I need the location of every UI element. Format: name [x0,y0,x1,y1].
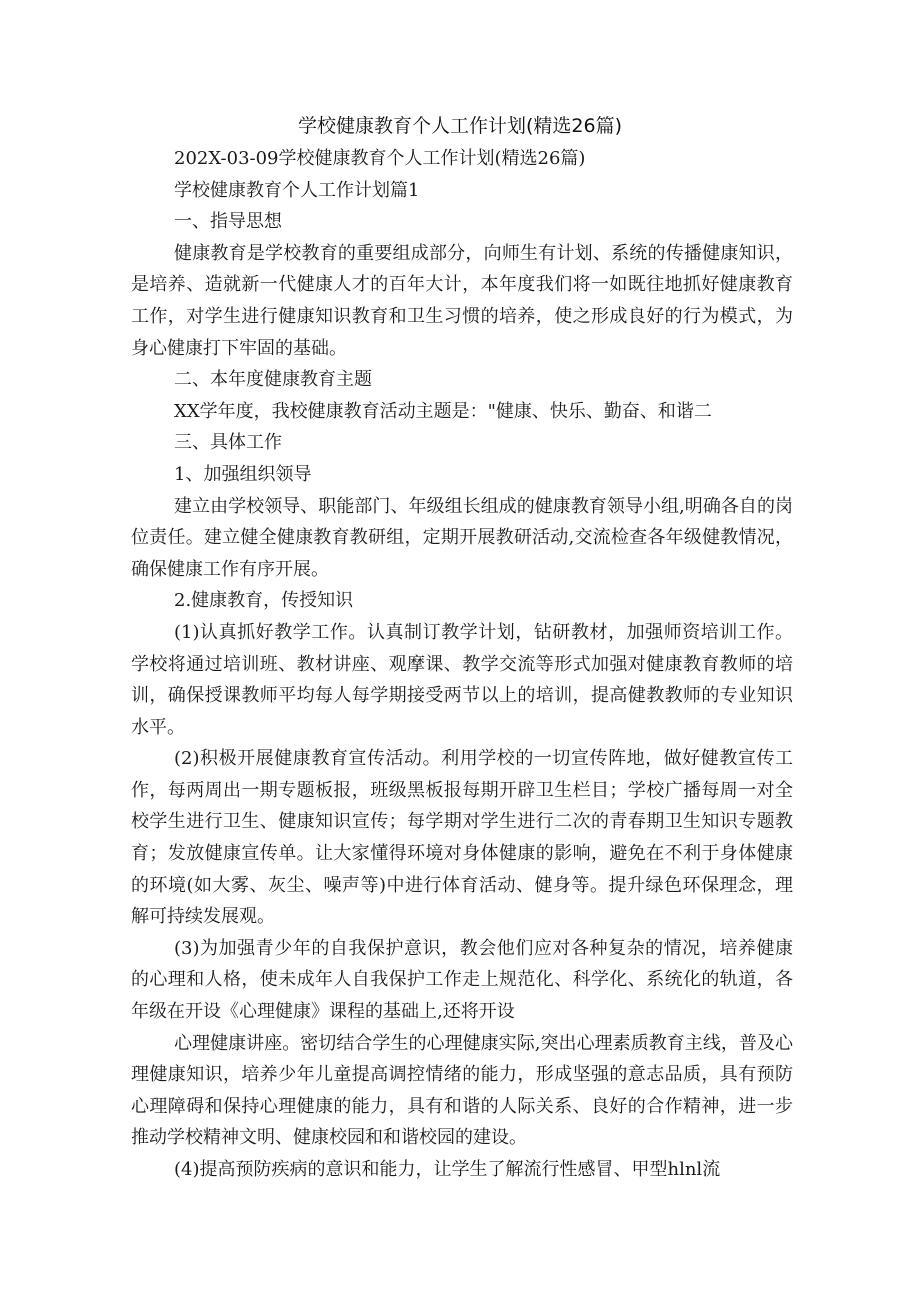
subsection-heading: 2.健康教育，传授知识 [174,590,354,612]
paragraph: (2)积极开展健康教育宣传活动。利用学校的一切宣传阵地，做好健教宣传工作，每两周出一期专题板报，班级黑板报每期开辟卫生栏目；学校广播每周一对全校学生进行卫生、健康知识宣传；每学期对学生进行二次的青春期卫生知识专题教育；发放健康宣传单。让大家懂得环境对身体健康的影响，避免在不利于身体健康的环境(如大雾、灰尘、噪声等)中进行体育活动、健身等。提升绿色环保理念，理解可持续发展观。 [131,748,793,928]
paragraph: 心理健康讲座。密切结合学生的心理健康实际,突出心理素质教育主线，普及心理健康知识，培养少年儿童提高调控情绪的能力，形成坚强的意志品质，具有预防心理障碍和保持心理健康的能力，具有和谐的人际关系、良好的合作精神，进一步推动学校精神文明、健康校园和和谐校园的建设。 [131,1032,793,1149]
paragraph: XX学年度，我校健康教育活动主题是："健康、快乐、勤奋、和谐二 [174,400,712,422]
subsection-heading: 1、加强组织领导 [174,463,312,485]
paragraph: (3)为加强青少年的自我保护意识，教会他们应对各种复杂的情况，培养健康的心理和人格，使未成年人自我保护工作走上规范化、科学化、系统化的轨道，各年级在开设《心理健康》课程的基础上,还将开设 [131,937,793,1023]
paragraph: 健康教育是学校教育的重要组成部分，向师生有计划、系统的传播健康知识，是培养、造就新一代健康人才的百年大计，本年度我们将一如既往地抓好健康教育工作，对学生进行健康知识教育和卫生习惯的培养，使之形成良好的行为模式，为身心健康打下牢固的基础。 [131,242,793,359]
article-heading: 学校健康教育个人工作计划篇1 [174,179,420,201]
section-heading: 二、本年度健康教育主题 [174,369,372,391]
document-title: 学校健康教育个人工作计划(精选26篇) [297,115,622,137]
section-heading: 一、指导思想 [174,211,282,233]
paragraph: 建立由学校领导、职能部门、年级组长组成的健康教育领导小组,明确各自的岗位责任。建立健全健康教育教研组，定期开展教研活动,交流检查各年级健教情况，确保健康工作有序开展。 [131,495,793,580]
section-heading: 三、具体工作 [174,432,282,454]
document-body [131,143,793,1186]
paragraph: (1)认真抓好教学工作。认真制订教学计划，钻研教材，加强师资培训工作。学校将通过培训班、教材讲座、观摩课、教学交流等形式加强对健康教育教师的培训，确保授课教师平均每人每学期接受两节以上的培训，提高健教教师的专业知识水平。 [131,621,793,738]
paragraph: (4)提高预防疾病的意识和能力，让学生了解流行性感冒、甲型hlnl流 [174,1159,721,1180]
date-line: 202X-03-09学校健康教育个人工作计划(精选26篇) [174,148,586,169]
